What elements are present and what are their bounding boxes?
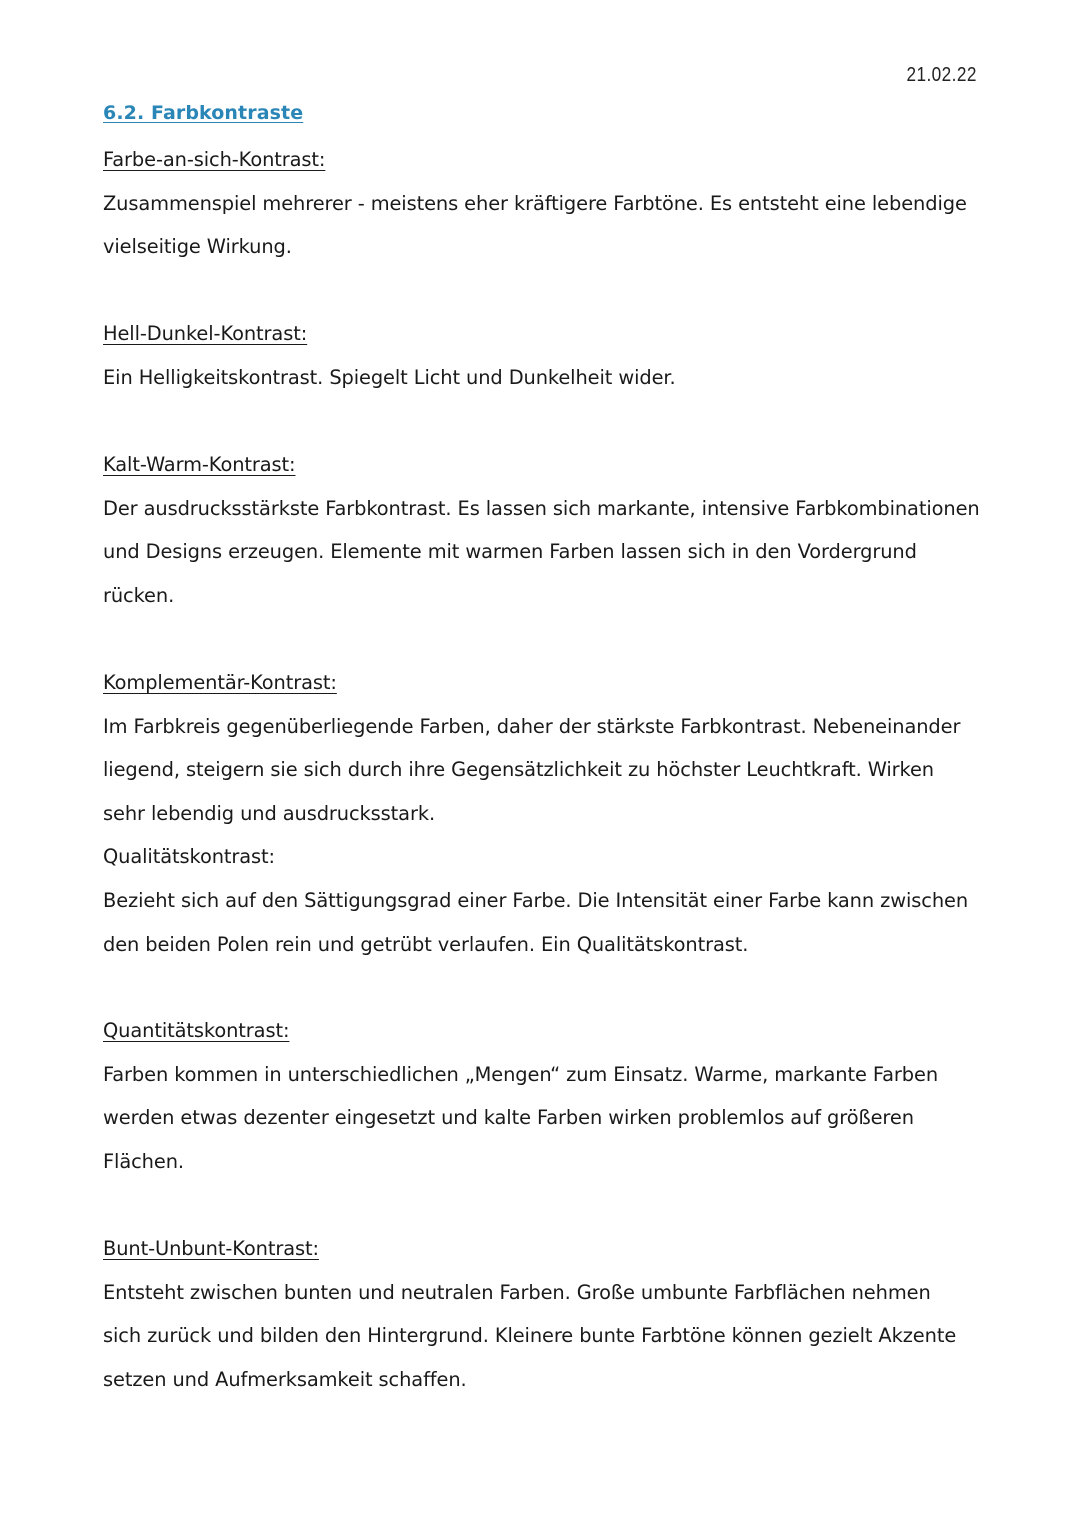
text-line: Der ausdrucksstärkste Farbkontrast. Es lassen sich markante, intensive Farbkombinationen xyxy=(103,496,980,520)
text-line: setzen und Aufmerksamkeit schaffen. xyxy=(103,1367,467,1391)
text-line: Flächen. xyxy=(103,1149,184,1173)
section-label: Farbe-an-sich-Kontrast: xyxy=(103,148,326,171)
text-line: Bezieht sich auf den Sättigungsgrad einer Farbe. Die Intensität einer Farbe kann zwischen xyxy=(103,888,969,912)
text-line: werden etwas dezenter eingesetzt und kalte Farben wirken problemlos auf größeren xyxy=(103,1106,914,1130)
text-line: den beiden Polen rein und getrübt verlaufen. Ein Qualitätskontrast. xyxy=(103,932,749,956)
section-label: Kalt-Warm-Kontrast: xyxy=(103,453,296,476)
contrast-section-farbe-an-sich xyxy=(103,138,993,269)
text-line: Zusammenspiel mehrerer - meistens eher kräftigere Farbtöne. Es entsteht eine lebendige xyxy=(103,191,967,215)
section-text xyxy=(103,182,993,269)
text-line: und Designs erzeugen. Elemente mit warmen Farben lassen sich in den Vordergrund xyxy=(103,540,917,564)
contrast-section-bunt-unbunt xyxy=(103,1227,993,1401)
section-label: Bunt-Unbunt-Kontrast: xyxy=(103,1237,319,1260)
section-text xyxy=(103,1271,993,1402)
text-line: liegend, steigern sie sich durch ihre Gegensätzlichkeit zu höchster Leuchtkraft. Wirken xyxy=(103,758,934,782)
section-heading: 6.2. Farbkontraste xyxy=(103,102,304,124)
text-line: Ein Helligkeitskontrast. Spiegelt Licht und Dunkelheit wider. xyxy=(103,365,676,389)
text-line: sehr lebendig und ausdrucksstark. xyxy=(103,801,436,825)
contrast-section-hell-dunkel xyxy=(103,312,993,399)
section-text xyxy=(103,705,993,836)
text-line: Entsteht zwischen bunten und neutralen Farben. Große umbunte Farbflächen nehmen xyxy=(103,1280,931,1304)
section-label: Quantitätskontrast: xyxy=(103,1019,290,1042)
text-line: rücken. xyxy=(103,583,175,607)
section-text xyxy=(103,487,993,618)
document-date: 21.02.22 xyxy=(906,64,977,86)
contrast-section-komplementaer xyxy=(103,661,993,966)
section-label: Komplementär-Kontrast: xyxy=(103,671,337,694)
text-line: vielseitige Wirkung. xyxy=(103,235,292,259)
contrast-section-kalt-warm xyxy=(103,443,993,617)
text-line: Im Farbkreis gegenüberliegende Farben, daher der stärkste Farbkontrast. Nebeneinander xyxy=(103,714,961,738)
section-text xyxy=(103,356,993,400)
text-line: Farben kommen in unterschiedlichen „Mengen“ zum Einsatz. Warme, markante Farben xyxy=(103,1062,939,1086)
section-label-qualitaet: Qualitätskontrast: xyxy=(103,845,275,869)
section-text xyxy=(103,1053,993,1184)
section-text xyxy=(103,879,993,966)
text-line: sich zurück und bilden den Hintergrund. Kleinere bunte Farbtöne können gezielt Akzente xyxy=(103,1324,957,1348)
section-label: Hell-Dunkel-Kontrast: xyxy=(103,322,308,345)
contrast-section-quantitaet xyxy=(103,1009,993,1183)
